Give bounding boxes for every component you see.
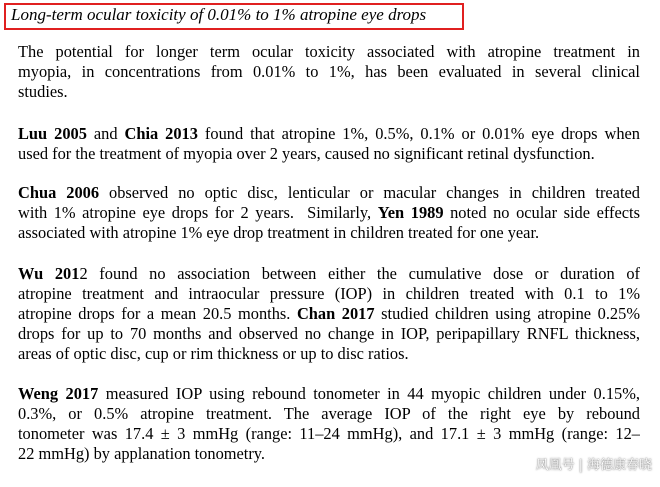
text-run: noted no ocular side effects: [443, 203, 640, 222]
text-line: [18, 304, 640, 324]
text-run: observed no optic disc, lenticular or macular changes in children treated: [99, 183, 640, 202]
text-run: studied children using atropine 0.25%: [374, 304, 640, 323]
citation-weng-2017: Weng 2017: [18, 384, 99, 403]
text-run: and: [86, 124, 125, 143]
citation-chia-2013: Chia 2013: [124, 124, 198, 143]
paragraph-weng: [18, 384, 640, 464]
citation-wu-2012: Wu 201: [18, 264, 80, 283]
text-line: [18, 124, 640, 144]
text-run: associated with atropine 1% eye drop treatment in children treated for one year.: [18, 223, 540, 242]
citation-chan-2017: Chan 2017: [296, 304, 375, 323]
watermark-author: 海德康春晓: [586, 458, 652, 473]
text-run: atropine treatment and intraocular pressure (IOP) in children treated with 0.1 to 1%: [18, 284, 640, 303]
watermark-separator: |: [578, 458, 583, 473]
paragraph-wu-chan: [18, 264, 640, 364]
citation-yen-1989: Yen 1989: [377, 203, 444, 222]
text-run: with 1% atropine eye drops for 2 years. Similarly,: [18, 203, 378, 222]
text-line: [18, 384, 640, 404]
text-run: 0.3%, or 0.5% atropine treatment. The average IOP of the right eye by rebound: [18, 404, 640, 423]
text-run: 2 found no association between either the cumulative dose or duration of: [79, 264, 640, 283]
paragraph-intro: [18, 42, 640, 102]
text-line: [18, 82, 640, 102]
text-run: used for the treatment of myopia over 2 years, caused no significant retinal dysfunction.: [18, 144, 595, 163]
text-run: studies.: [18, 82, 68, 101]
text-run: tonometer was 17.4 ± 3 mmHg (range: 11–24 mmHg), and 17.1 ± 3 mmHg (range: 12–: [18, 424, 640, 443]
text-line: [18, 203, 640, 223]
source-watermark: [536, 454, 652, 473]
text-run: drops for up to 70 months and observed no change in IOP, peripapillary RNFL thickness,: [18, 324, 640, 343]
text-run: myopia, in concentrations from 0.01% to 1%, has been evaluated in several clinical: [18, 62, 640, 81]
text-run: areas of optic disc, cup or rim thickness or up to disc ratios.: [18, 344, 409, 363]
text-line: [18, 62, 640, 82]
section-heading: Long-term ocular toxicity of 0.01% to 1% atropine eye drops: [11, 5, 427, 24]
text-line: [18, 183, 640, 203]
text-run: measured IOP using rebound tonometer in 44 myopic children under 0.15%,: [98, 384, 640, 403]
citation-luu-2005: Luu 2005: [18, 124, 87, 143]
text-run: found that atropine 1%, 0.5%, 0.1% or 0.01% eye drops when: [197, 124, 640, 143]
paragraph-chua-yen: [18, 183, 640, 243]
text-run: The potential for longer term ocular toxicity associated with atropine treatment in: [18, 42, 640, 61]
text-line: [18, 344, 640, 364]
text-line: [18, 264, 640, 284]
text-run: 22 mmHg) by applanation tonometry.: [18, 444, 266, 463]
text-line: [18, 223, 640, 243]
text-line: [18, 284, 640, 304]
paragraph-luu-chia: [18, 124, 640, 164]
text-line: [18, 324, 640, 344]
text-line: [18, 404, 640, 424]
text-line: [18, 144, 640, 164]
citation-chua-2006: Chua 2006: [18, 183, 100, 202]
text-line: [18, 424, 640, 444]
text-line: [18, 42, 640, 62]
text-run: atropine drops for a mean 20.5 months.: [18, 304, 297, 323]
watermark-source: 凤凰号: [535, 458, 575, 473]
